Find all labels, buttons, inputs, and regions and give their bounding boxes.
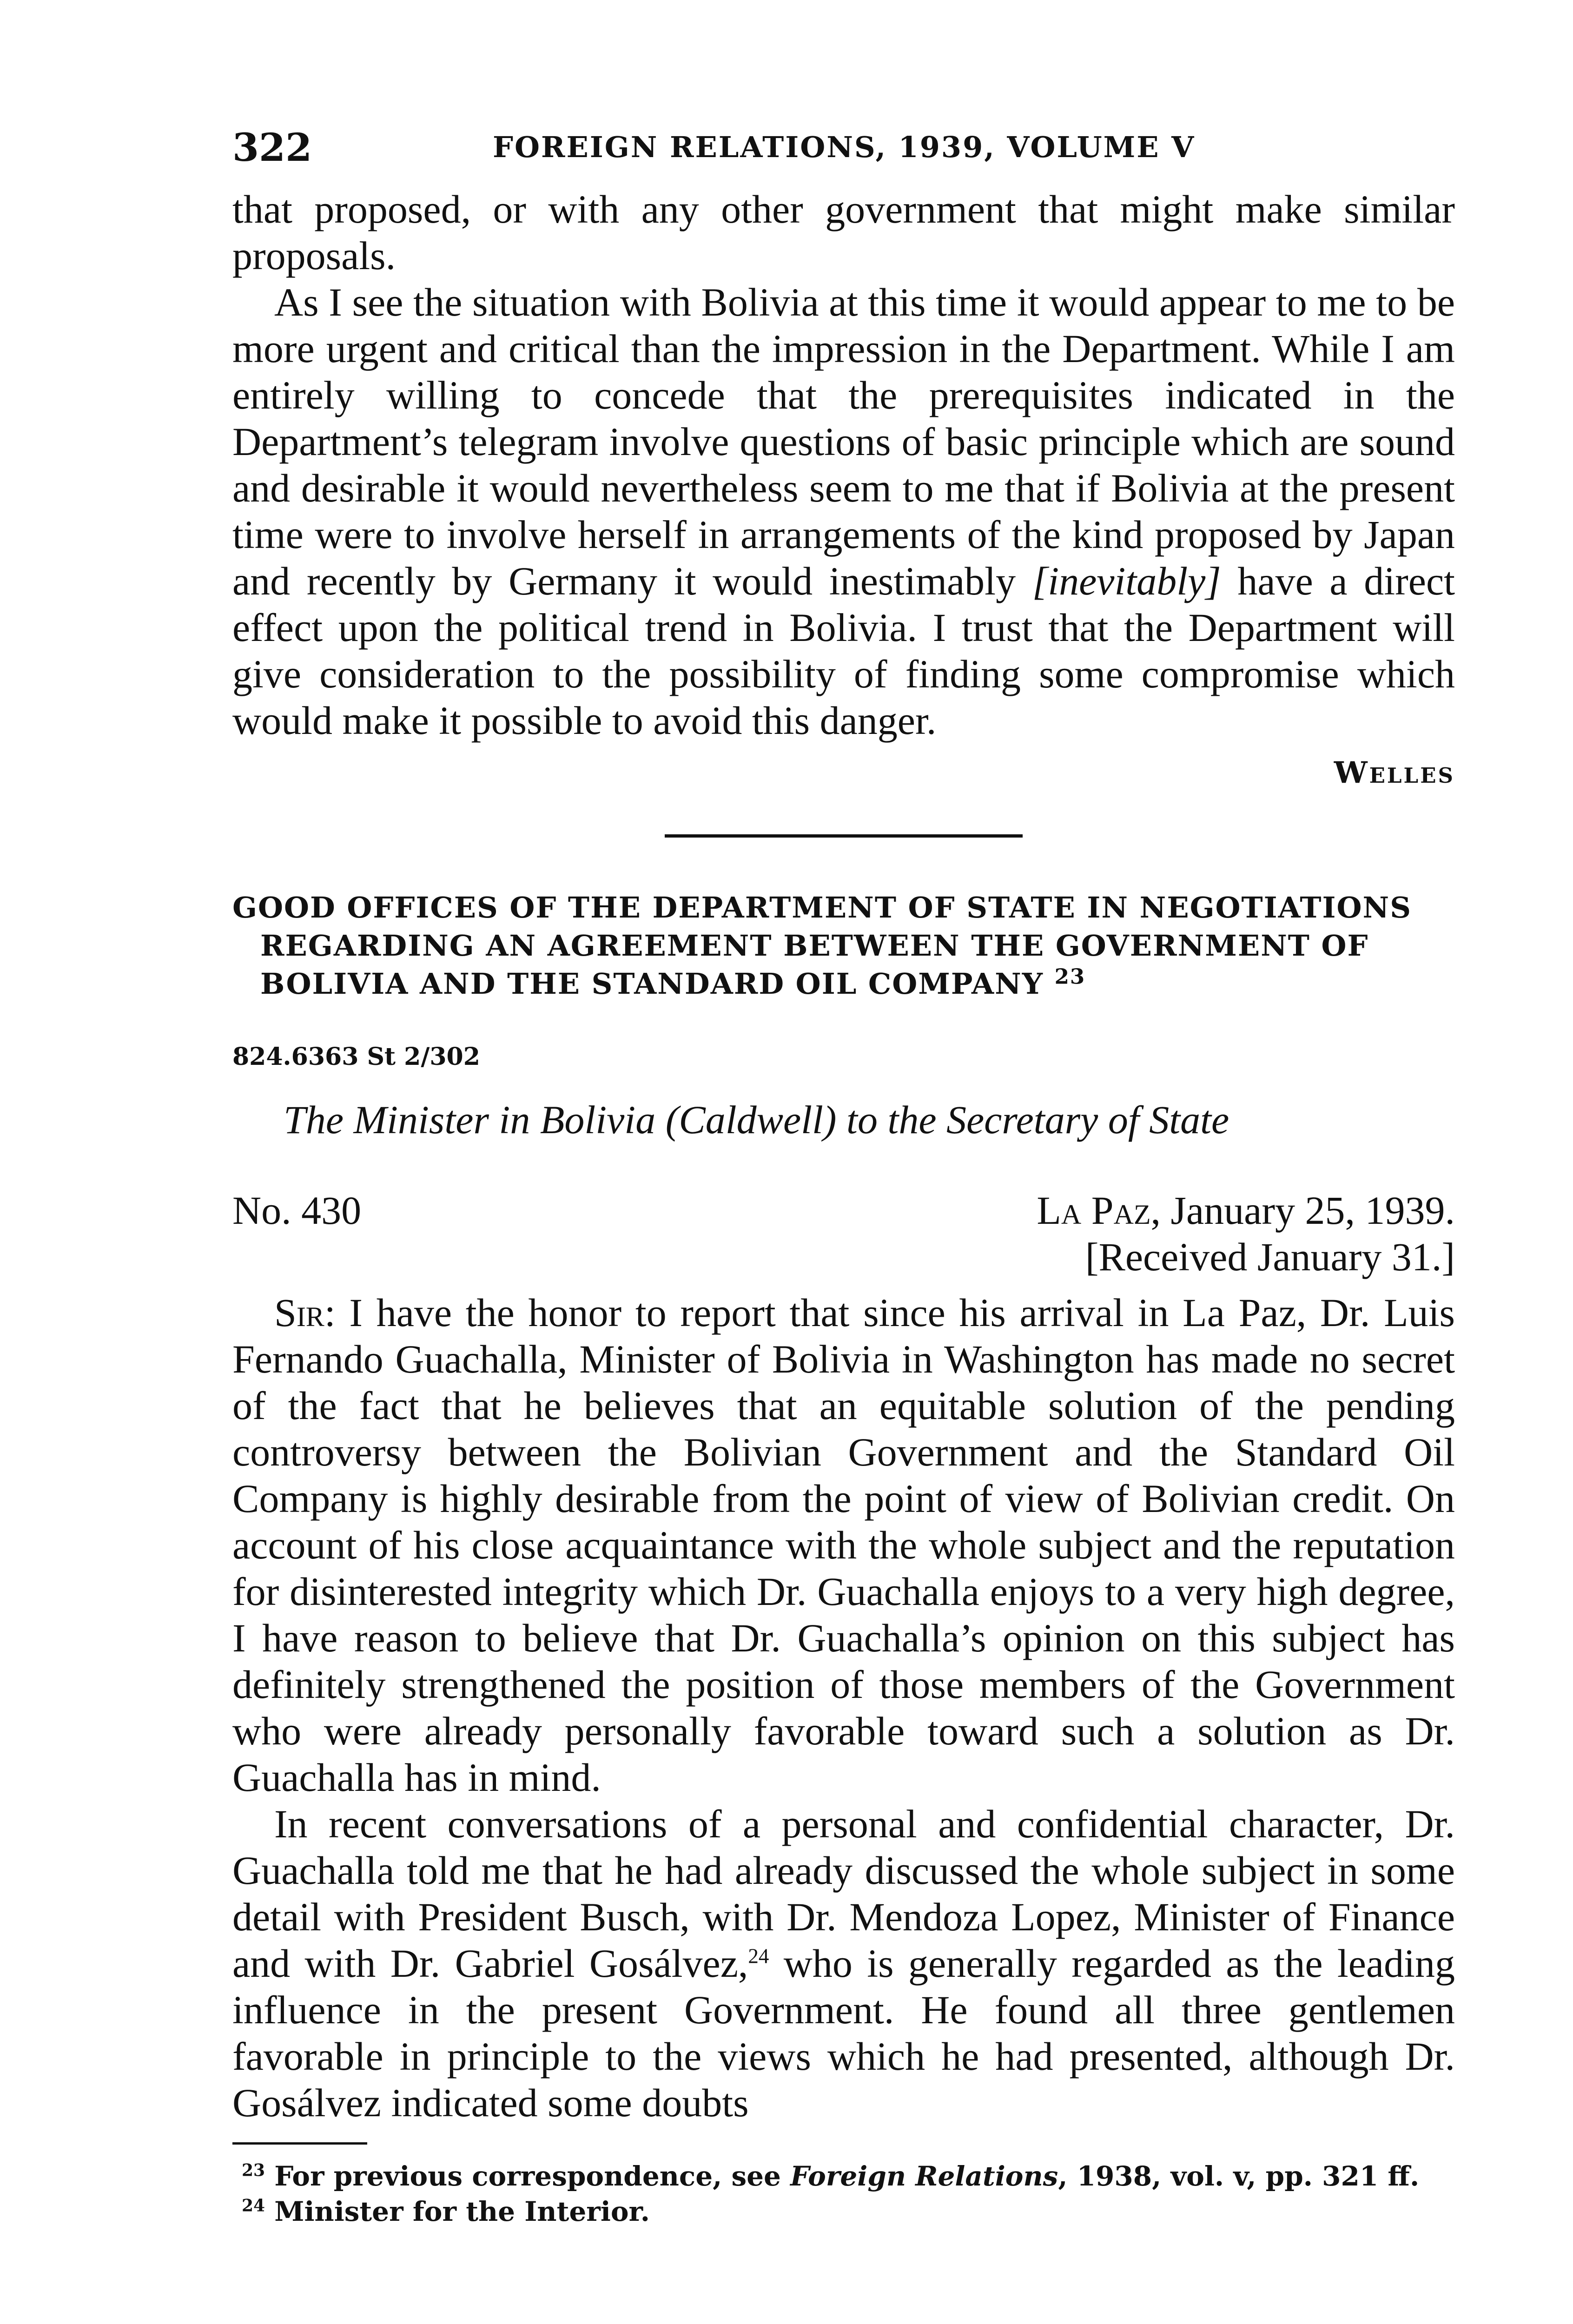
footnotes — [232, 2159, 1455, 2229]
place-date: La Paz, January 25, 1939. — [1037, 1188, 1455, 1233]
page-number: 322 — [232, 125, 312, 170]
letter-paragraph: Sir: I have the honor to report that since his arrival in La Paz, Dr. Luis Fernando Guachalla, Minister of Bolivia in Washington has made no secret of the fact that he believes that an equitable solution of the pending controversy between the Bolivian Government and the Standard Oil Company is highly desirable from the point of view of Bolivian credit. On account of his close acquaintance with the whole subject and the reputation for disinterested integrity which Dr. Guachalla enjoys to a very high degree, I have reason to believe that Dr. Guachalla’s opinion on this subject has definitely strengthened the position of those members of the Government who were already personally favorable toward such a solution as Dr. Guachalla has in mind. — [232, 1290, 1455, 1800]
section-divider — [665, 834, 1023, 838]
footnote-divider — [232, 2142, 367, 2145]
footnote-23: $^{23}$ For previous correspondence, see Foreign Relations, 1938, vol. v, pp. 321 ff. — [242, 2160, 1420, 2192]
section-title: GOOD OFFICES OF THE DEPARTMENT OF STATE IN NEGOTIATIONS REGARDING AN AGREEMENT BETWEEN THE GOVERNMENT OF BOLIVIA AND THE STANDARD OIL COMPANY $^{23}$ — [232, 891, 1412, 1001]
document-title: The Minister in Bolivia (Caldwell) to the Secretary of State — [284, 1097, 1229, 1142]
file-reference: 824.6363 St 2/302 — [232, 1043, 480, 1071]
editorial-correction: [inevitably] — [1032, 559, 1221, 603]
footnote-ref: 24 — [748, 1944, 769, 1968]
letter-paragraph: In recent conversations of a personal and confidential character, Dr. Guachalla told me that he had already discussed the whole subject in some detail with President Busch, with Dr. Mendoza Lopez, Minister of Finance and with Dr. Gabriel Gosálvez,$^{24}$ who is generally regarded as the leading influence in the present Government. He found all three gentlemen favorable in principle to the views which he had presented, although Dr. Gosálvez indicated some doubts — [232, 1802, 1455, 2125]
received-date: [Received January 31.] — [1085, 1235, 1455, 1279]
signature: Welles — [1334, 755, 1455, 790]
footnote-24: $^{24}$ Minister for the Interior. — [242, 2196, 650, 2227]
running-head: FOREIGN RELATIONS, 1939, VOLUME V — [493, 130, 1196, 164]
document-number: No. 430 — [232, 1188, 362, 1233]
situation-paragraph: As I see the situation with Bolivia at this time it would appear to me to be more urgent and critical than the impression in the Department. While I am entirely willing to concede that the prerequisites indicated in the Department’s telegram involve questions of basic principle which are sound and desirable it would nevertheless seem to me that if Bolivia at the present time were to involve herself in arrangements of the kind proposed by Japan and recently by Germany it would inestimably [inevitably] have a direct effect upon the political trend in Bolivia. I trust that the Department will give consideration to the possibility of finding some compromise which would make it possible to avoid this danger. — [232, 280, 1455, 743]
dateline — [232, 1187, 1455, 1289]
continuation-paragraph: that proposed, or with any other government that might make similar proposals. — [232, 187, 1455, 278]
footnote-ref: 23 — [1054, 964, 1086, 989]
salutation: Sir — [274, 1290, 324, 1335]
page-header — [232, 116, 1455, 177]
document-page — [232, 116, 1455, 2229]
